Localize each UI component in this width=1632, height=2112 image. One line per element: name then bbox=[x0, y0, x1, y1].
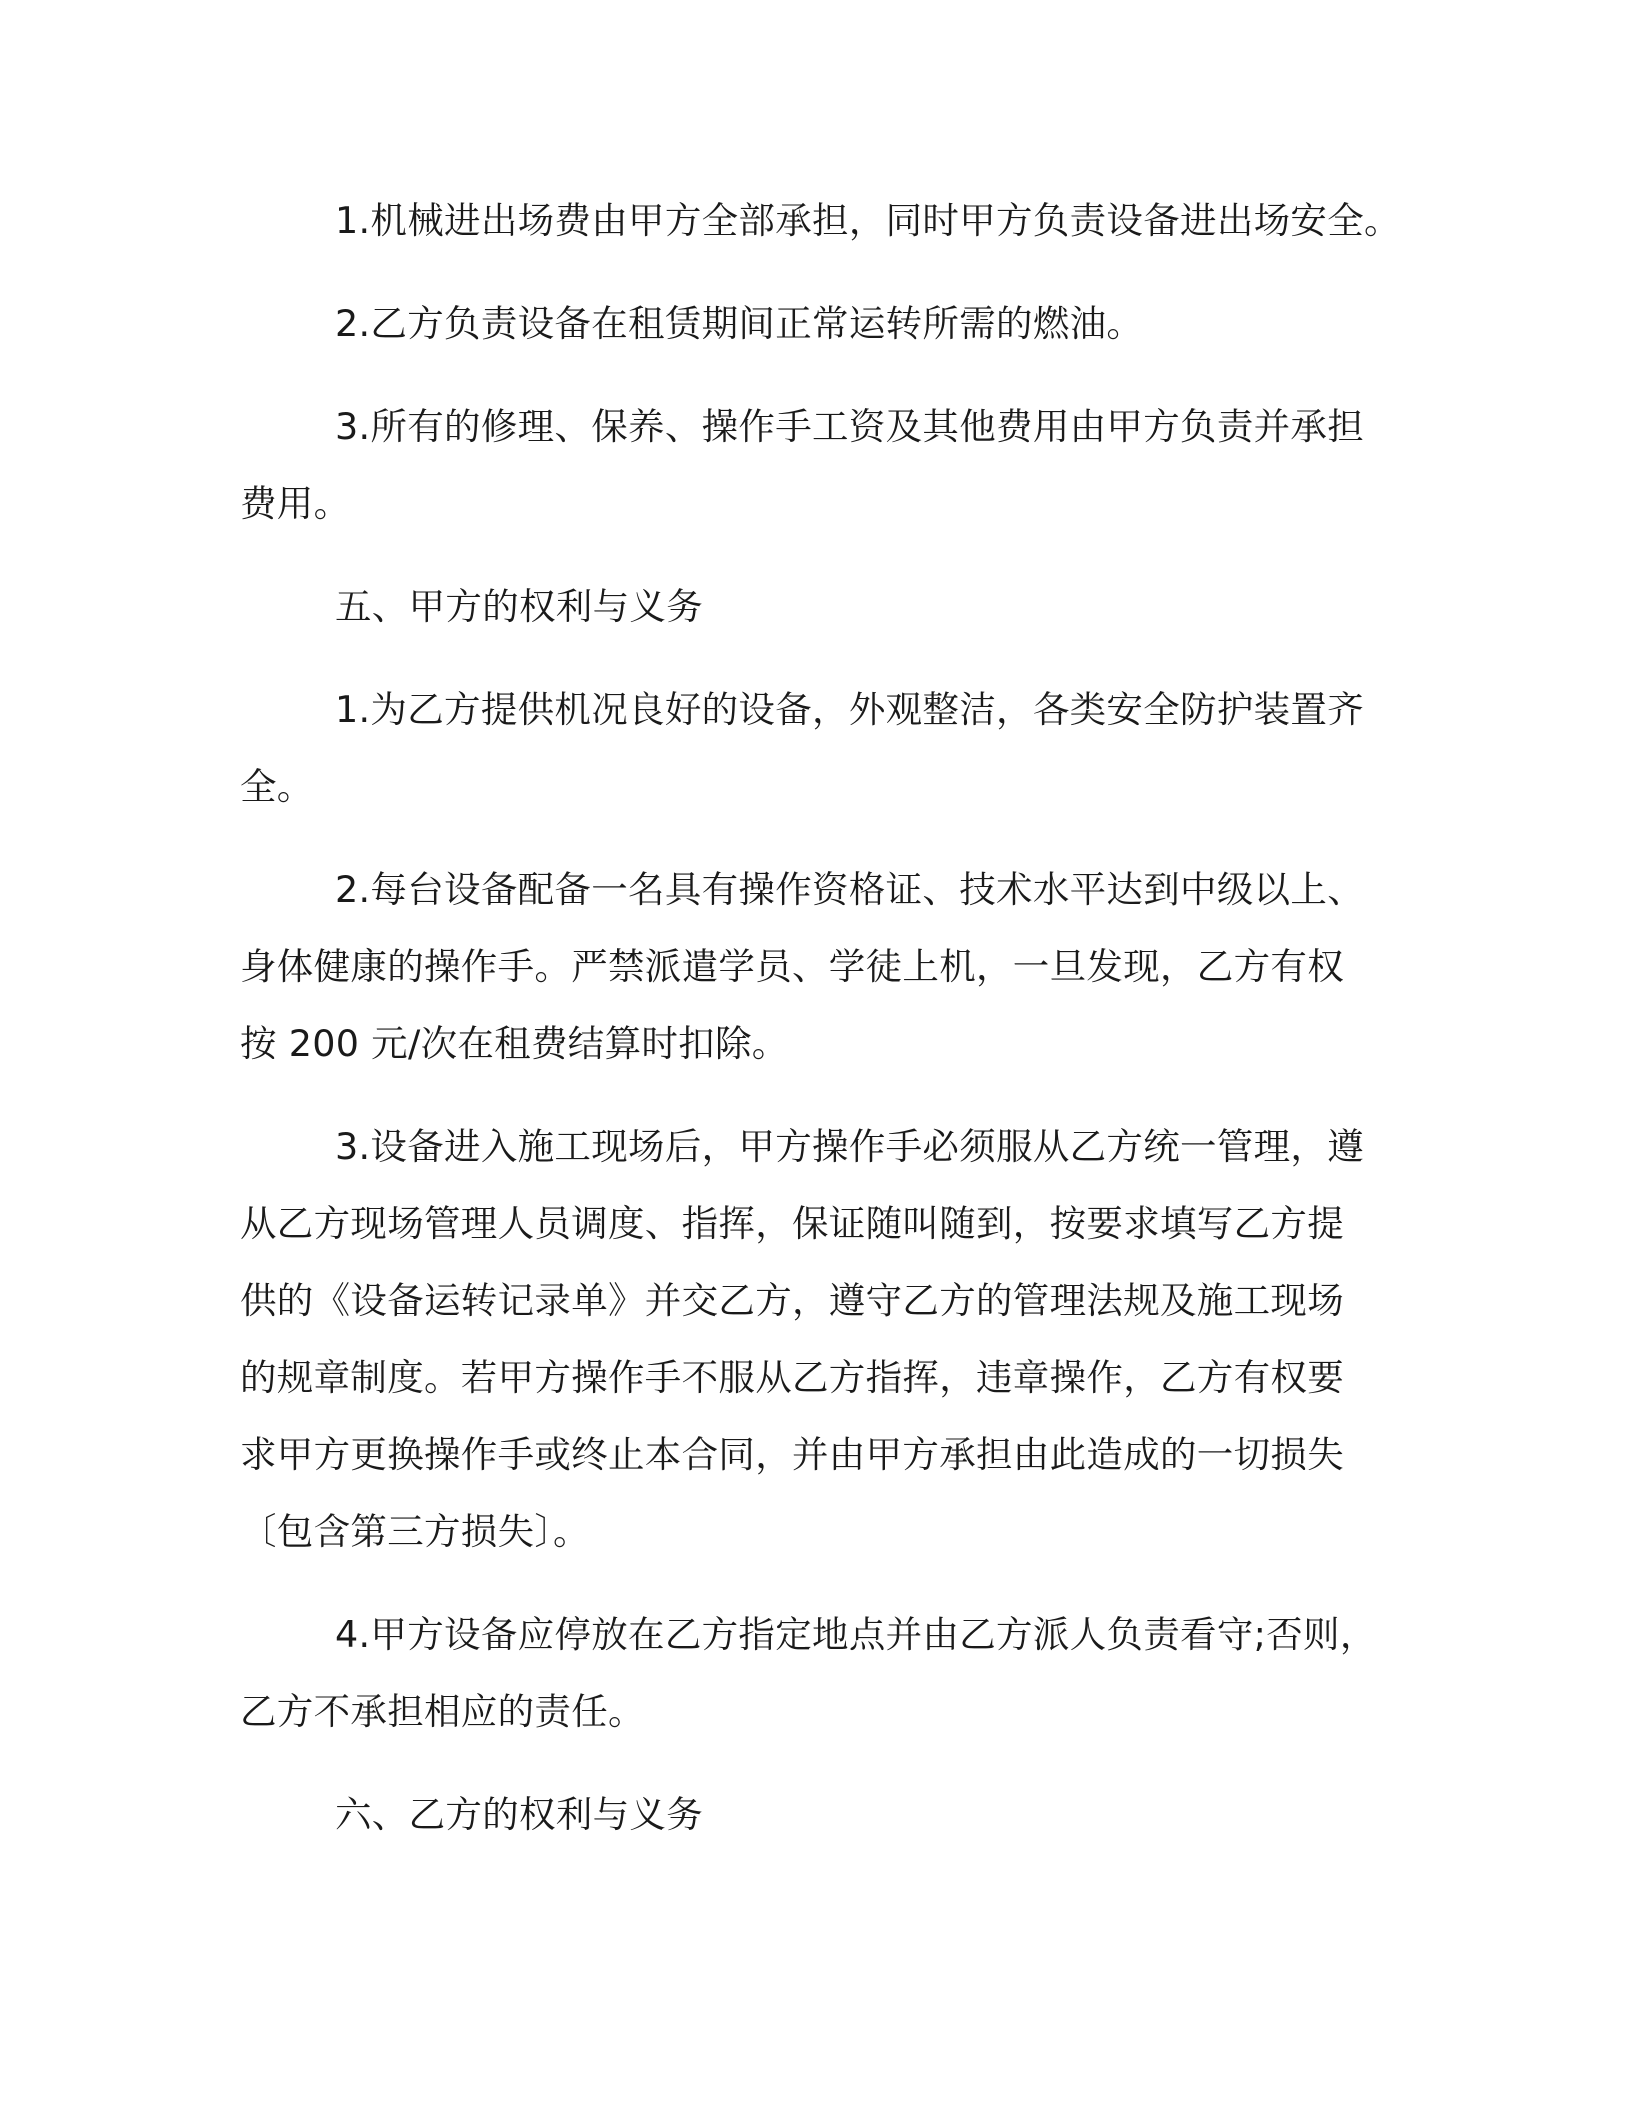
clause-2-fuel bbox=[240, 285, 1370, 362]
text-line: 从乙方现场管理人员调度、指挥，保证随叫随到，按要求填写乙方提 bbox=[240, 1202, 1344, 1245]
text-line: 求甲方更换操作手或终止本合同，并由甲方承担由此造成的一切损失 bbox=[240, 1433, 1344, 1476]
text-line: 1.为乙方提供机况良好的设备，外观整洁，各类安全防护装置齐 bbox=[335, 688, 1365, 731]
section-6-heading bbox=[240, 1776, 1370, 1853]
text-line: 的规章制度。若甲方操作手不服从乙方指挥，违章操作，乙方有权要 bbox=[240, 1356, 1344, 1399]
text-line: 〔包含第三方损失〕。 bbox=[240, 1510, 590, 1553]
section-5-heading bbox=[240, 568, 1370, 645]
text-line: 五、甲方的权利与义务 bbox=[335, 585, 703, 628]
text-line: 乙方不承担相应的责任。 bbox=[240, 1690, 645, 1733]
text-line: 2.乙方负责设备在租赁期间正常运转所需的燃油。 bbox=[335, 302, 1144, 345]
section-5-item-4 bbox=[240, 1596, 1377, 1750]
text-line: 供的《设备运转记录单》并交乙方，遵守乙方的管理法规及施工现场 bbox=[240, 1279, 1344, 1322]
document-page bbox=[240, 182, 1401, 1853]
section-5-item-1 bbox=[240, 671, 1370, 825]
text-line: 六、乙方的权利与义务 bbox=[335, 1793, 703, 1836]
text-line: 按 200 元/次在租费结算时扣除。 bbox=[240, 1022, 789, 1065]
text-line: 身体健康的操作手。严禁派遣学员、学徒上机，一旦发现，乙方有权 bbox=[240, 945, 1344, 988]
text-line: 费用。 bbox=[240, 482, 351, 525]
text-line: 4.甲方设备应停放在乙方指定地点并由乙方派人负责看守;否则， bbox=[335, 1613, 1377, 1656]
clause-3-repair-costs bbox=[240, 388, 1370, 542]
text-line: 全。 bbox=[240, 765, 314, 808]
clause-1-entry-exit-fee bbox=[240, 182, 1401, 259]
section-5-item-3 bbox=[240, 1108, 1370, 1570]
text-line: 3.所有的修理、保养、操作手工资及其他费用由甲方负责并承担 bbox=[335, 405, 1365, 448]
text-line: 1.机械进出场费由甲方全部承担，同时甲方负责设备进出场安全。 bbox=[335, 199, 1401, 242]
text-line: 2.每台设备配备一名具有操作资格证、技术水平达到中级以上、 bbox=[335, 868, 1365, 911]
section-5-item-2 bbox=[240, 851, 1370, 1082]
text-line: 3.设备进入施工现场后，甲方操作手必须服从乙方统一管理，遵 bbox=[335, 1125, 1365, 1168]
